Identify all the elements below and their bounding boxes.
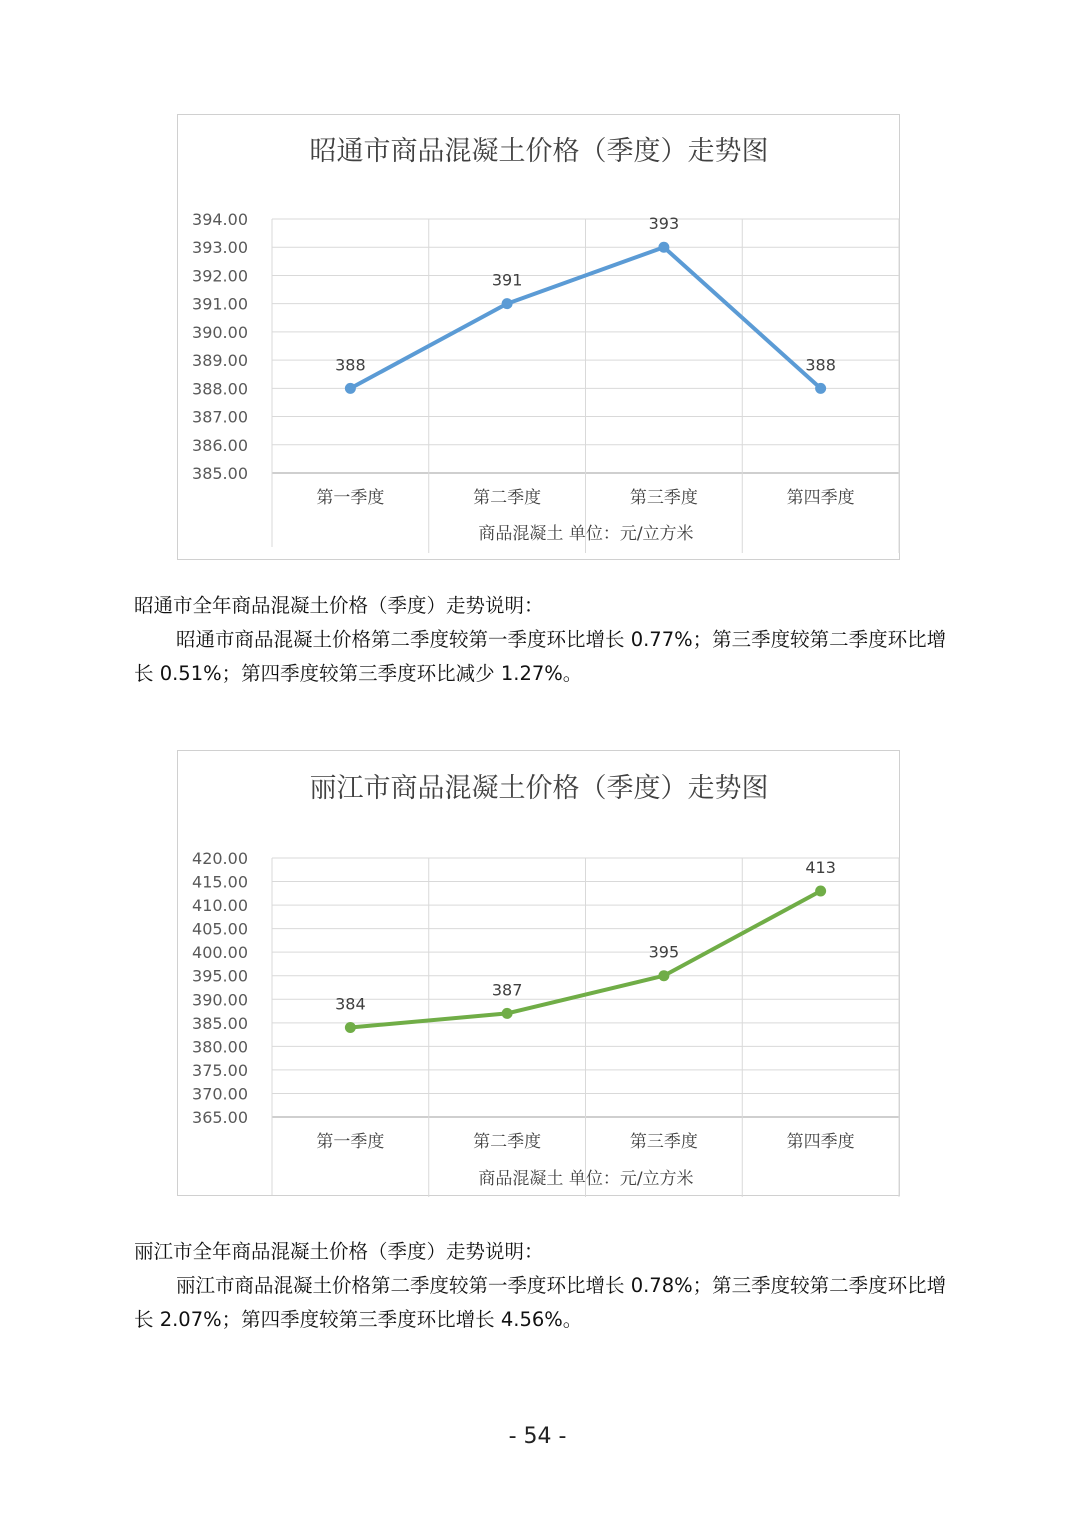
y-tick-label: 389.00 (192, 351, 248, 371)
chart-lijiang (177, 750, 900, 1196)
y-tick-label: 390.00 (192, 990, 248, 1010)
chart-lijiang-svg (178, 751, 901, 1209)
data-label: 391 (491, 270, 523, 290)
data-point (815, 383, 826, 394)
y-tick-label: 380.00 (192, 1037, 248, 1057)
note-heading: 丽江市全年商品混凝土价格（季度）走势说明： (134, 1240, 544, 1263)
y-tick-label: 395.00 (192, 966, 248, 986)
y-tick-label: 387.00 (192, 407, 248, 427)
data-point (345, 1022, 356, 1033)
data-label: 413 (805, 857, 836, 877)
x-tick-label: 第四季度 (786, 488, 855, 508)
data-label: 388 (335, 355, 366, 375)
data-point (345, 383, 356, 394)
y-tick-label: 394.00 (192, 210, 248, 229)
note-lijiang (134, 1235, 964, 1337)
y-tick-label: 400.00 (192, 943, 248, 963)
y-tick-label: 420.00 (192, 849, 248, 868)
x-tick-label: 第一季度 (316, 1132, 385, 1152)
note-paragraph: 丽江市商品混凝土价格第二季度较第一季度环比增长 0.78%；第三季度较第二季度环比增长 2.07%；第四季度较第三季度环比增长 4.56%。 (134, 1274, 947, 1331)
x-tick-label: 第四季度 (786, 1132, 855, 1152)
x-axis-label: 商品混凝土 单位：元/立方米 (478, 1169, 694, 1189)
data-point (658, 970, 669, 981)
data-point (502, 298, 513, 309)
y-tick-label: 388.00 (192, 379, 248, 399)
x-tick-label: 第二季度 (473, 1132, 542, 1152)
chart-title: 丽江市商品混凝土价格（季度）走势图 (309, 773, 769, 804)
y-tick-label: 391.00 (192, 294, 248, 314)
page-number: - 54 - (508, 1424, 567, 1449)
x-tick-label: 第二季度 (473, 488, 542, 508)
y-tick-label: 415.00 (192, 872, 248, 892)
y-tick-label: 390.00 (192, 322, 248, 342)
data-label: 384 (335, 994, 366, 1014)
chart-zhaotong-svg (178, 115, 901, 561)
y-tick-label: 370.00 (192, 1084, 248, 1104)
y-tick-label: 410.00 (192, 896, 248, 916)
x-axis-label: 商品混凝土 单位：元/立方米 (478, 524, 694, 544)
y-tick-label: 392.00 (192, 266, 248, 286)
data-label: 387 (491, 980, 523, 1000)
note-heading: 昭通市全年商品混凝土价格（季度）走势说明： (134, 594, 544, 617)
note-zhaotong (134, 589, 964, 691)
data-point (815, 885, 826, 896)
y-tick-label: 385.00 (192, 464, 248, 483)
y-tick-label: 375.00 (192, 1060, 248, 1080)
data-point (658, 242, 669, 253)
chart-zhaotong (177, 114, 900, 560)
y-tick-label: 385.00 (192, 1013, 248, 1033)
y-tick-label: 393.00 (192, 238, 248, 258)
y-tick-label: 405.00 (192, 919, 248, 939)
x-tick-label: 第三季度 (629, 488, 698, 508)
y-tick-label: 365.00 (192, 1108, 248, 1127)
y-tick-label: 386.00 (192, 435, 248, 455)
chart-title: 昭通市商品混凝土价格（季度）走势图 (309, 136, 769, 167)
x-tick-label: 第三季度 (629, 1132, 698, 1152)
data-label: 395 (648, 942, 680, 962)
x-tick-label: 第一季度 (316, 488, 385, 508)
data-label: 393 (648, 214, 680, 234)
data-label: 388 (805, 355, 836, 375)
data-point (502, 1008, 513, 1019)
note-paragraph: 昭通市商品混凝土价格第二季度较第一季度环比增长 0.77%；第三季度较第二季度环比增长 0.51%；第四季度较第三季度环比减少 1.27%。 (134, 628, 947, 685)
